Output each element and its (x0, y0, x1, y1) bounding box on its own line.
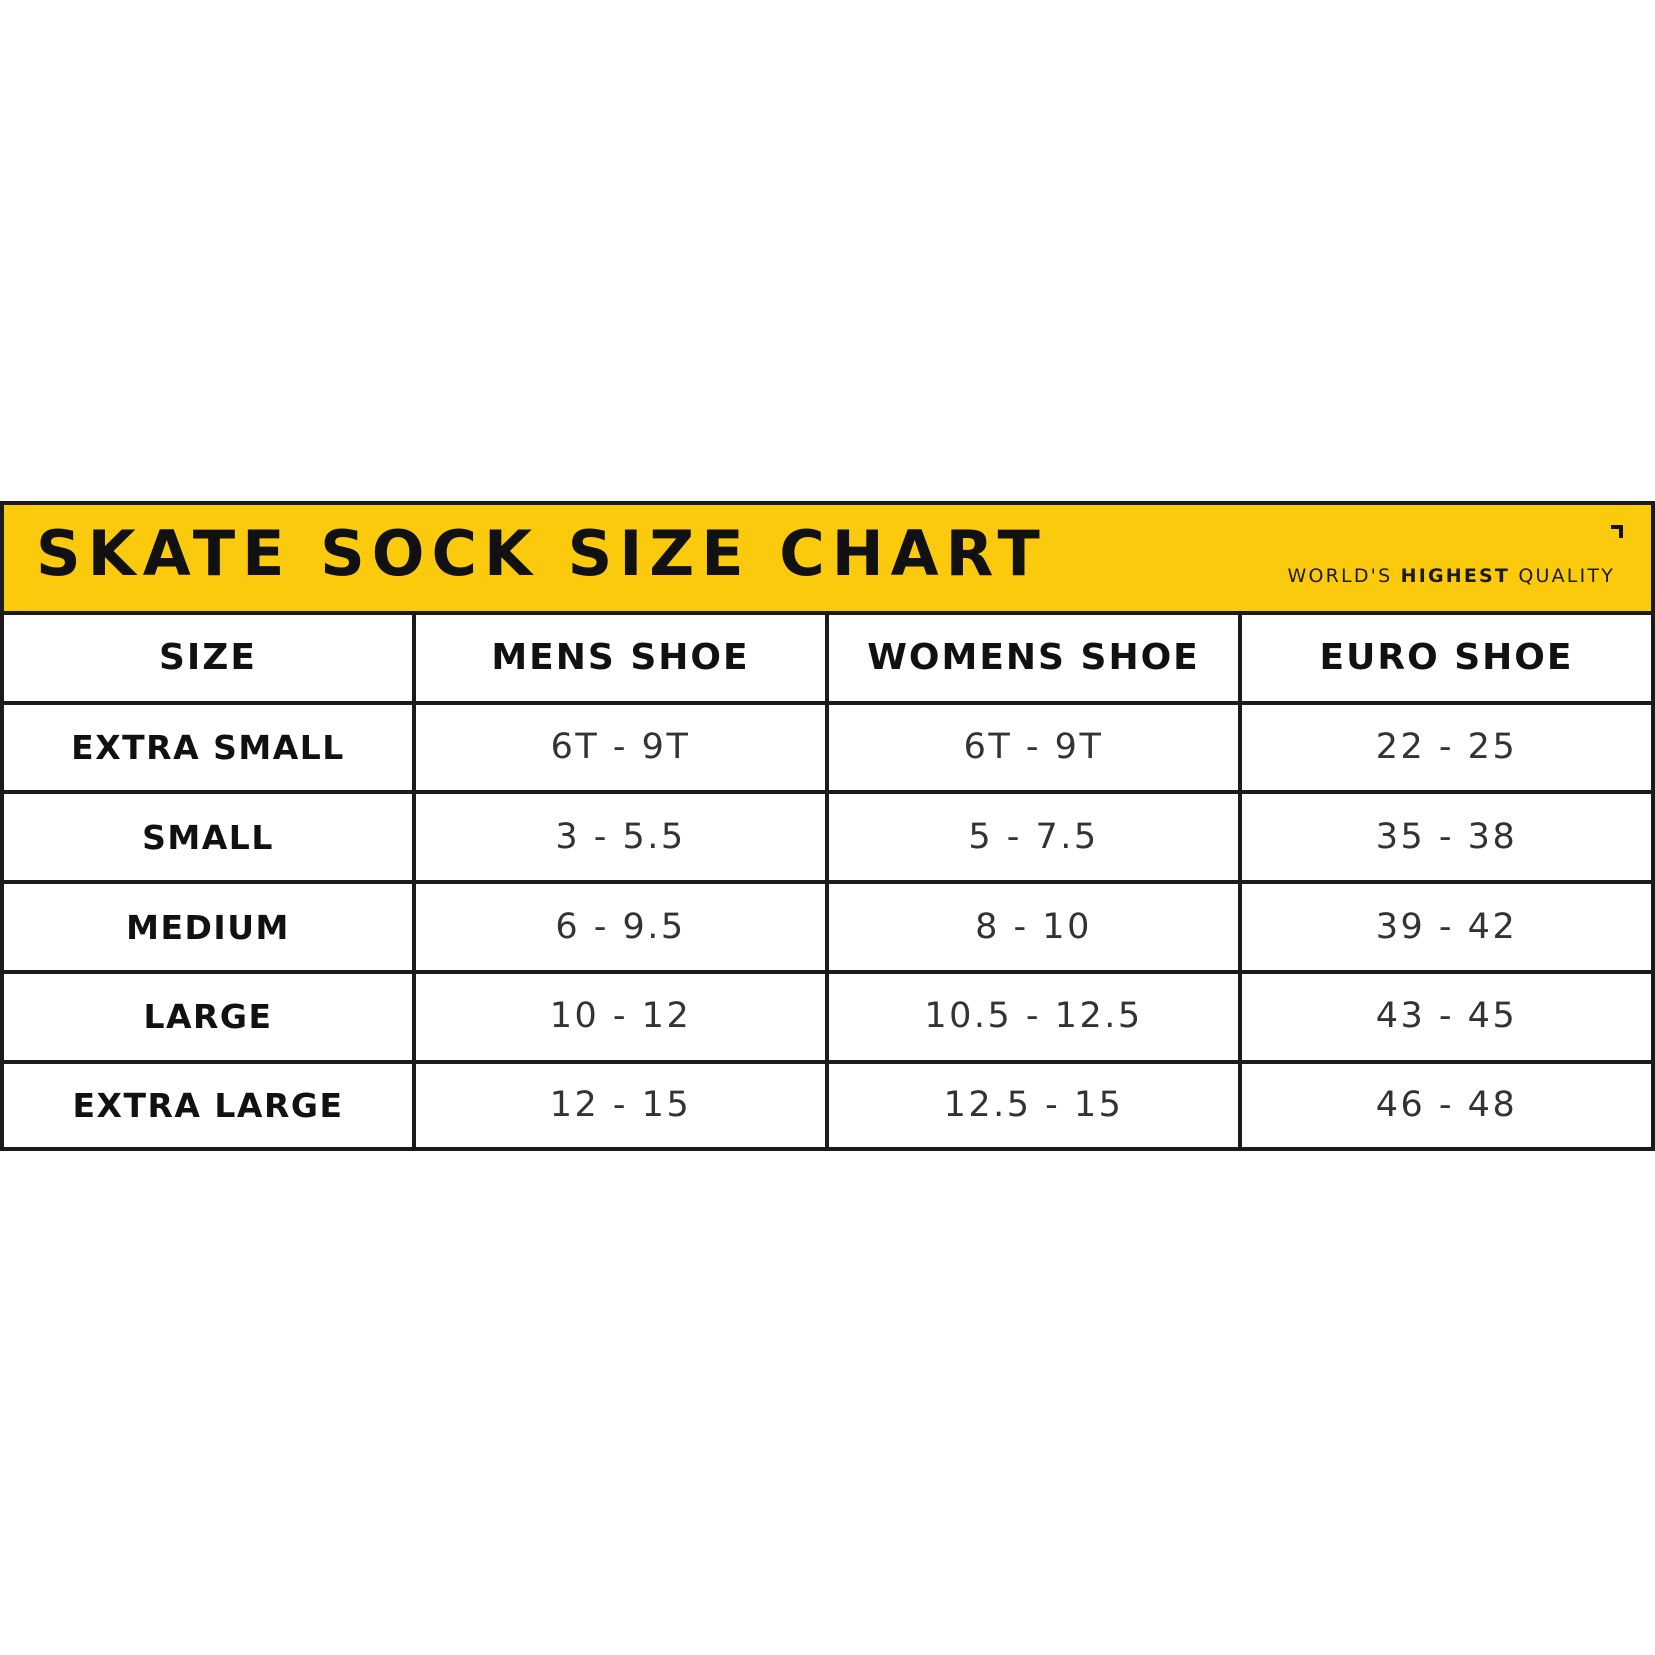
size-cell: LARGE (4, 972, 414, 1062)
size-chart (0, 501, 1655, 1151)
euro-cell: 46 - 48 (1240, 1062, 1651, 1147)
table-row (4, 703, 1651, 793)
brand-corner-icon (1611, 525, 1623, 538)
womens-cell: 12.5 - 15 (827, 1062, 1240, 1147)
womens-cell: 10.5 - 12.5 (827, 972, 1240, 1062)
mens-cell: 3 - 5.5 (414, 792, 827, 882)
table-row (4, 1062, 1651, 1147)
euro-cell: 39 - 42 (1240, 882, 1651, 972)
table-row (4, 882, 1651, 972)
size-cell: EXTRA LARGE (4, 1062, 414, 1147)
tagline-suffix: QUALITY (1510, 565, 1615, 587)
womens-cell: 6T - 9T (827, 703, 1240, 793)
size-cell: SMALL (4, 792, 414, 882)
table-row (4, 972, 1651, 1062)
mens-cell: 6 - 9.5 (414, 882, 827, 972)
header-euro-shoe: EURO SHOE (1240, 615, 1651, 703)
header-row (4, 615, 1651, 703)
brand-tagline (1288, 567, 1616, 586)
header-womens-shoe: WOMENS SHOE (827, 615, 1240, 703)
size-table (4, 615, 1651, 1147)
womens-cell: 8 - 10 (827, 882, 1240, 972)
chart-title: SKATE SOCK SIZE CHART (36, 517, 1047, 590)
header-size: SIZE (4, 615, 414, 703)
tagline-emphasis: HIGHEST (1400, 565, 1511, 587)
euro-cell: 22 - 25 (1240, 703, 1651, 793)
size-cell: MEDIUM (4, 882, 414, 972)
euro-cell: 35 - 38 (1240, 792, 1651, 882)
chart-banner (4, 505, 1651, 615)
mens-cell: 6T - 9T (414, 703, 827, 793)
size-cell: EXTRA SMALL (4, 703, 414, 793)
mens-cell: 12 - 15 (414, 1062, 827, 1147)
euro-cell: 43 - 45 (1240, 972, 1651, 1062)
mens-cell: 10 - 12 (414, 972, 827, 1062)
header-mens-shoe: MENS SHOE (414, 615, 827, 703)
tagline-prefix: WORLD'S (1287, 565, 1401, 587)
womens-cell: 5 - 7.5 (827, 792, 1240, 882)
table-row (4, 792, 1651, 882)
